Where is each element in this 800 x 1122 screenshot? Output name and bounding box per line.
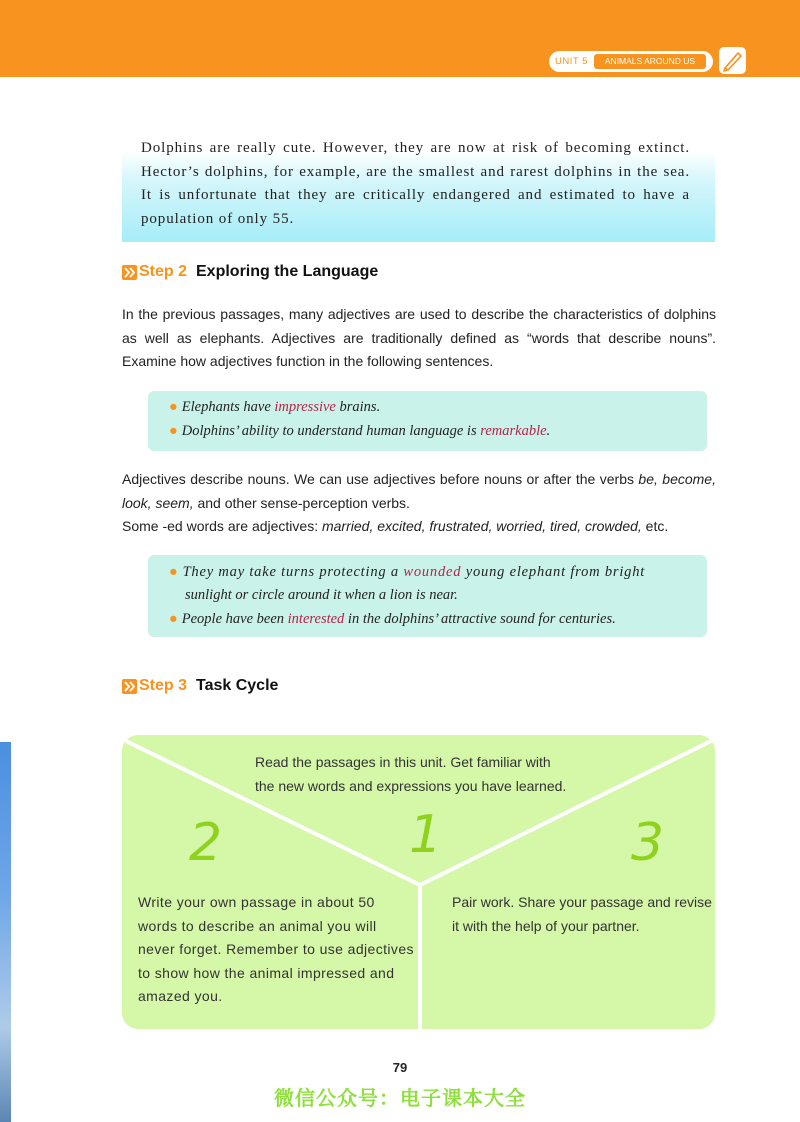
example-1-2: ● Dolphins’ ability to understand human language is remarkable. (169, 423, 551, 439)
bullet-icon: ● (169, 399, 178, 415)
unit-label: UNIT 5 (555, 56, 588, 67)
example-2-1: ● They may take turns protecting a wounded young elephant from bright (169, 564, 646, 580)
task-2-number: 2 (189, 813, 223, 873)
bullet-icon: ● (169, 611, 178, 627)
page-number: 79 (392, 1060, 408, 1075)
highlight-word: wounded (403, 564, 462, 580)
step2-number: Step 2 (139, 263, 188, 280)
task-2-text: Write your own passage in about 50 words to describe an animal you will never forget. Remember to use adjectives to show how the animal impressed and amazed you. (138, 894, 414, 1004)
highlight-word: impressive (274, 399, 336, 415)
task-3-text: Pair work. Share your passage and revise it with the help of your partner. (452, 894, 712, 934)
dolphin-passage: Dolphins are really cute. However, they are now at risk of becoming extinct. Hector’s dolphins, for example, are the smallest and rarest dolphins in the sea. It is unfortunate that they are critically endangered and estimated to have a population of only 55. (141, 140, 690, 227)
step3-title: Task Cycle (196, 677, 279, 694)
double-chevron-icon (122, 679, 137, 694)
watermark-text: 微信公众号：电子课本大全 (274, 1088, 526, 1110)
adjective-rule-1: Adjectives describe nouns. We can use adjectives before nouns or after the verbs be, become, look, seem, and other sense-perception verbs. (122, 471, 716, 511)
task-1-text: Read the passages in this unit. Get familiar with the new words and expressions you have learned. (255, 754, 567, 794)
example-1-1: ● Elephants have impressive brains. (169, 399, 381, 415)
step2-title: Exploring the Language (196, 263, 379, 280)
double-chevron-icon (122, 265, 137, 280)
step2-intro: In the previous passages, many adjectives are used to describe the characteristics of dolphins as well as elephants. Adjectives are traditionally defined as “words that describe nouns”. Examine how adjectives function in the following sentences. (122, 306, 716, 369)
highlight-word: remarkable (480, 423, 547, 439)
step3-number: Step 3 (139, 677, 188, 694)
task-cycle (122, 735, 715, 1029)
task-3-number: 3 (631, 813, 665, 873)
pen-icon (719, 47, 746, 74)
task-1-number: 1 (409, 805, 443, 865)
example-2-1-continued: sunlight or circle around it when a lion is near. (185, 587, 458, 603)
adjective-rule-2: Some -ed words are adjectives: married, excited, frustrated, worried, tired, crowded, etc. (122, 518, 669, 534)
example-2-2: ● People have been interested in the dolphins’ attractive sound for centuries. (169, 611, 616, 627)
bullet-icon: ● (169, 423, 178, 439)
bullet-icon: ● (169, 564, 179, 580)
unit-name: ANIMALS AROUND US (594, 54, 706, 69)
highlight-word: interested (287, 611, 345, 627)
